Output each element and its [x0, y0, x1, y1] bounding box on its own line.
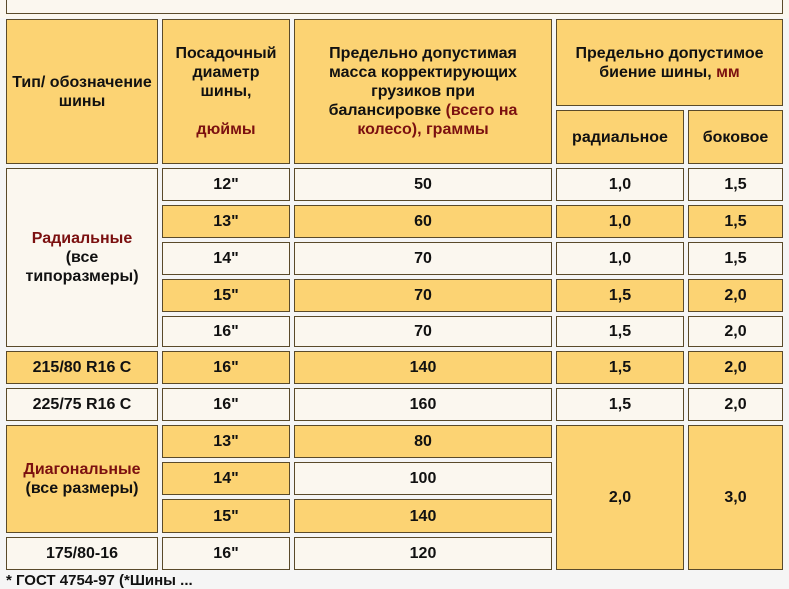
header-runout: Предельно допустимое биение шины, мм [556, 19, 783, 106]
mass-cell: 80 [294, 425, 552, 458]
radial-runout-cell: 1,0 [556, 168, 684, 201]
top-table-edge [6, 0, 783, 14]
mass-cell: 140 [294, 499, 552, 533]
radial-runout-cell: 1,5 [556, 316, 684, 347]
header-radial: радиальное [556, 110, 684, 164]
diagonal-radial-runout: 2,0 [556, 425, 684, 570]
mass-cell: 70 [294, 279, 552, 312]
group-225-75: 225/75 R16 C [6, 388, 158, 421]
mass-cell: 60 [294, 205, 552, 238]
diameter-cell: 15" [162, 499, 290, 533]
group-215-80: 215/80 R16 C [6, 351, 158, 384]
header-diameter: Посадочный диаметр шины, дюймы [162, 19, 290, 164]
group-radial: Радиальные (все типоразмеры) [6, 168, 158, 347]
mass-cell: 70 [294, 316, 552, 347]
mass-cell: 140 [294, 351, 552, 384]
diameter-cell: 14" [162, 462, 290, 495]
mass-cell: 120 [294, 537, 552, 570]
radial-runout-cell: 1,5 [556, 351, 684, 384]
footer-note: * ГОСТ 4754-97 (*Шины ... [6, 572, 193, 589]
diameter-cell: 15" [162, 279, 290, 312]
diameter-cell: 16" [162, 351, 290, 384]
diameter-cell: 16" [162, 537, 290, 570]
radial-runout-cell: 1,0 [556, 205, 684, 238]
group-diagonal: Диагональные (все размеры) [6, 425, 158, 533]
lateral-runout-cell: 1,5 [688, 205, 783, 238]
lateral-runout-cell: 1,5 [688, 242, 783, 275]
mass-cell: 50 [294, 168, 552, 201]
lateral-runout-cell: 2,0 [688, 388, 783, 421]
diameter-cell: 16" [162, 316, 290, 347]
diameter-cell: 16" [162, 388, 290, 421]
group-175-80: 175/80-16 [6, 537, 158, 570]
diagonal-lateral-runout: 3,0 [688, 425, 783, 570]
mass-cell: 70 [294, 242, 552, 275]
diameter-cell: 12" [162, 168, 290, 201]
lateral-runout-cell: 2,0 [688, 351, 783, 384]
mass-cell: 160 [294, 388, 552, 421]
diameter-cell: 13" [162, 425, 290, 458]
header-mass: Предельно допустимая масса корректирующих грузиков при балансировке (всего на колесо), граммы [294, 19, 552, 164]
lateral-runout-cell: 2,0 [688, 316, 783, 347]
header-lateral: боковое [688, 110, 783, 164]
lateral-runout-cell: 2,0 [688, 279, 783, 312]
lateral-runout-cell: 1,5 [688, 168, 783, 201]
header-tire-type: Тип/ обозначение шины [6, 19, 158, 164]
radial-runout-cell: 1,5 [556, 388, 684, 421]
radial-runout-cell: 1,5 [556, 279, 684, 312]
diameter-cell: 13" [162, 205, 290, 238]
mass-cell: 100 [294, 462, 552, 495]
diameter-cell: 14" [162, 242, 290, 275]
radial-runout-cell: 1,0 [556, 242, 684, 275]
